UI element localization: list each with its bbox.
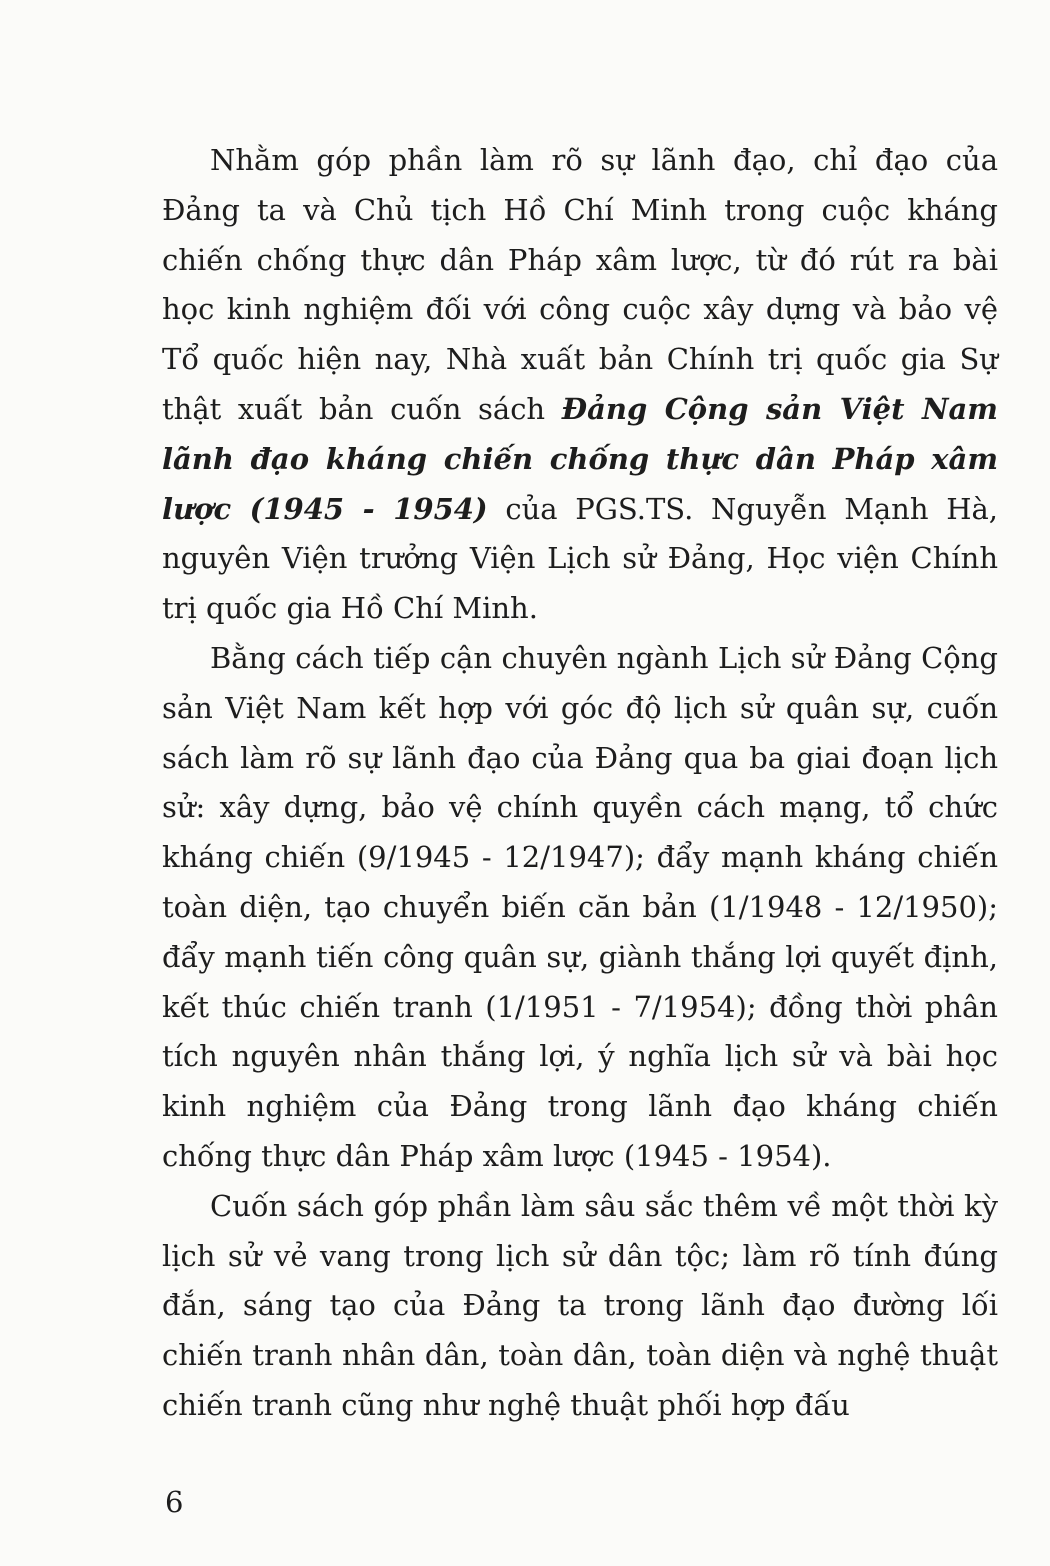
paragraph-contribution: Cuốn sách góp phần làm sâu sắc thêm về một thời kỳ lịch sử vẻ vang trong lịch sử dân tộc; làm rõ tính đúng đắn, sáng tạo của Đảng ta trong lãnh đạo đường lối chiến tranh nhân dân, toàn dân, toàn diện và nghệ thuật chiến tranh cũng như nghệ thuật phối hợp đấu (162, 1188, 998, 1422)
page-number: 6 (165, 1485, 184, 1519)
paragraph-intro-before: Nhằm góp phần làm rõ sự lãnh đạo, chỉ đạo của Đảng ta và Chủ tịch Hồ Chí Minh trong cuộc kháng chiến chống thực dân Pháp xâm lược, từ đó rút ra bài học kinh nghiệm đối với công cuộc xây dựng và bảo vệ Tổ quốc hiện nay, Nhà xuất bản Chính trị quốc gia Sự thật xuất bản cuốn sách (162, 143, 998, 426)
book-title: Đảng Cộng sản Việt Nam lãnh đạo kháng chiến chống thực dân Pháp xâm lược (1945 - 1954) (162, 391, 998, 526)
paragraph-intro-after: của PGS.TS. Nguyễn Mạnh Hà, nguyên Viện trưởng Viện Lịch sử Đảng, Học viện Chính trị quốc gia Hồ Chí Minh. (162, 491, 998, 626)
body-text (162, 136, 998, 1431)
paragraph-approach: Bằng cách tiếp cận chuyên ngành Lịch sử Đảng Cộng sản Việt Nam kết hợp với góc độ lịch sử quân sự, cuốn sách làm rõ sự lãnh đạo của Đảng qua ba giai đoạn lịch sử: xây dựng, bảo vệ chính quyền cách mạng, tổ chức kháng chiến (9/1945 - 12/1947); đẩy mạnh kháng chiến toàn diện, tạo chuyển biến căn bản (1/1948 - 12/1950); đẩy mạnh tiến công quân sự, giành thắng lợi quyết định, kết thúc chiến tranh (1/1951 - 7/1954); đồng thời phân tích nguyên nhân thắng lợi, ý nghĩa lịch sử và bài học kinh nghiệm của Đảng trong lãnh đạo kháng chiến chống thực dân Pháp xâm lược (1945 - 1954). (162, 640, 998, 1173)
paragraph-intro (162, 136, 998, 634)
